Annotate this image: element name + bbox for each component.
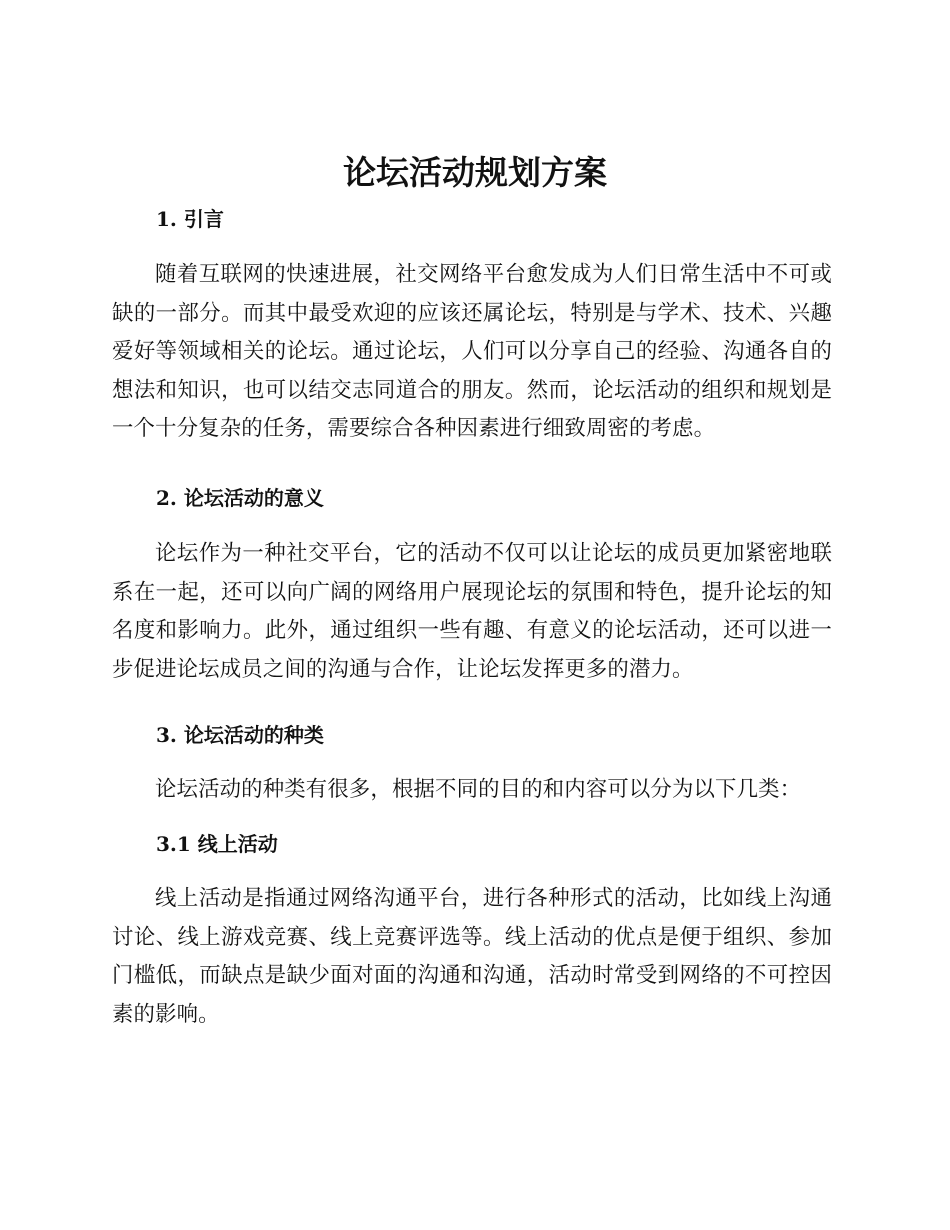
section-paragraph-significance: 论坛作为一种社交平台，它的活动不仅可以让论坛的成员更加紧密地联系在一起，还可以向广阔的网络用户展现论坛的氛围和特色，提升论坛的知名度和影响力。此外，通过组织一些有趣、有意义的论坛活动，还可以进一步促进论坛成员之间的沟通与合作，让论坛发挥更多的潜力。	[112, 541, 832, 682]
section-heading-introduction: 1. 引言	[156, 207, 224, 231]
section-paragraph-introduction: 随着互联网的快速进展，社交网络平台愈发成为人们日常生活中不可或缺的一部分。而其中最受欢迎的应该还属论坛，特别是与学术、技术、兴趣爱好等领域相关的论坛。通过论坛，人们可以分享自己的经验、沟通各自的想法和知识，也可以结交志同道合的朋友。然而，论坛活动的组织和规划是一个十分复杂的任务，需要综合各种因素进行细致周密的考虑。	[112, 262, 832, 441]
section-paragraph-activity-types: 论坛活动的种类有很多，根据不同的目的和内容可以分为以下几类：	[155, 777, 802, 802]
document-title: 论坛活动规划方案	[343, 153, 607, 192]
section-heading-online-activities: 3.1 线上活动	[156, 832, 278, 856]
section-heading-activity-types: 3. 论坛活动的种类	[156, 723, 324, 747]
section-paragraph-online-activities: 线上活动是指通过网络沟通平台，进行各种形式的活动，比如线上沟通讨论、线上游戏竞赛、线上竞赛评选等。线上活动的优点是便于组织、参加门槛低，而缺点是缺少面对面的沟通和沟通，活动时常受到网络的不可控因素的影响。	[112, 886, 832, 1027]
section-heading-significance: 2. 论坛活动的意义	[156, 486, 324, 510]
